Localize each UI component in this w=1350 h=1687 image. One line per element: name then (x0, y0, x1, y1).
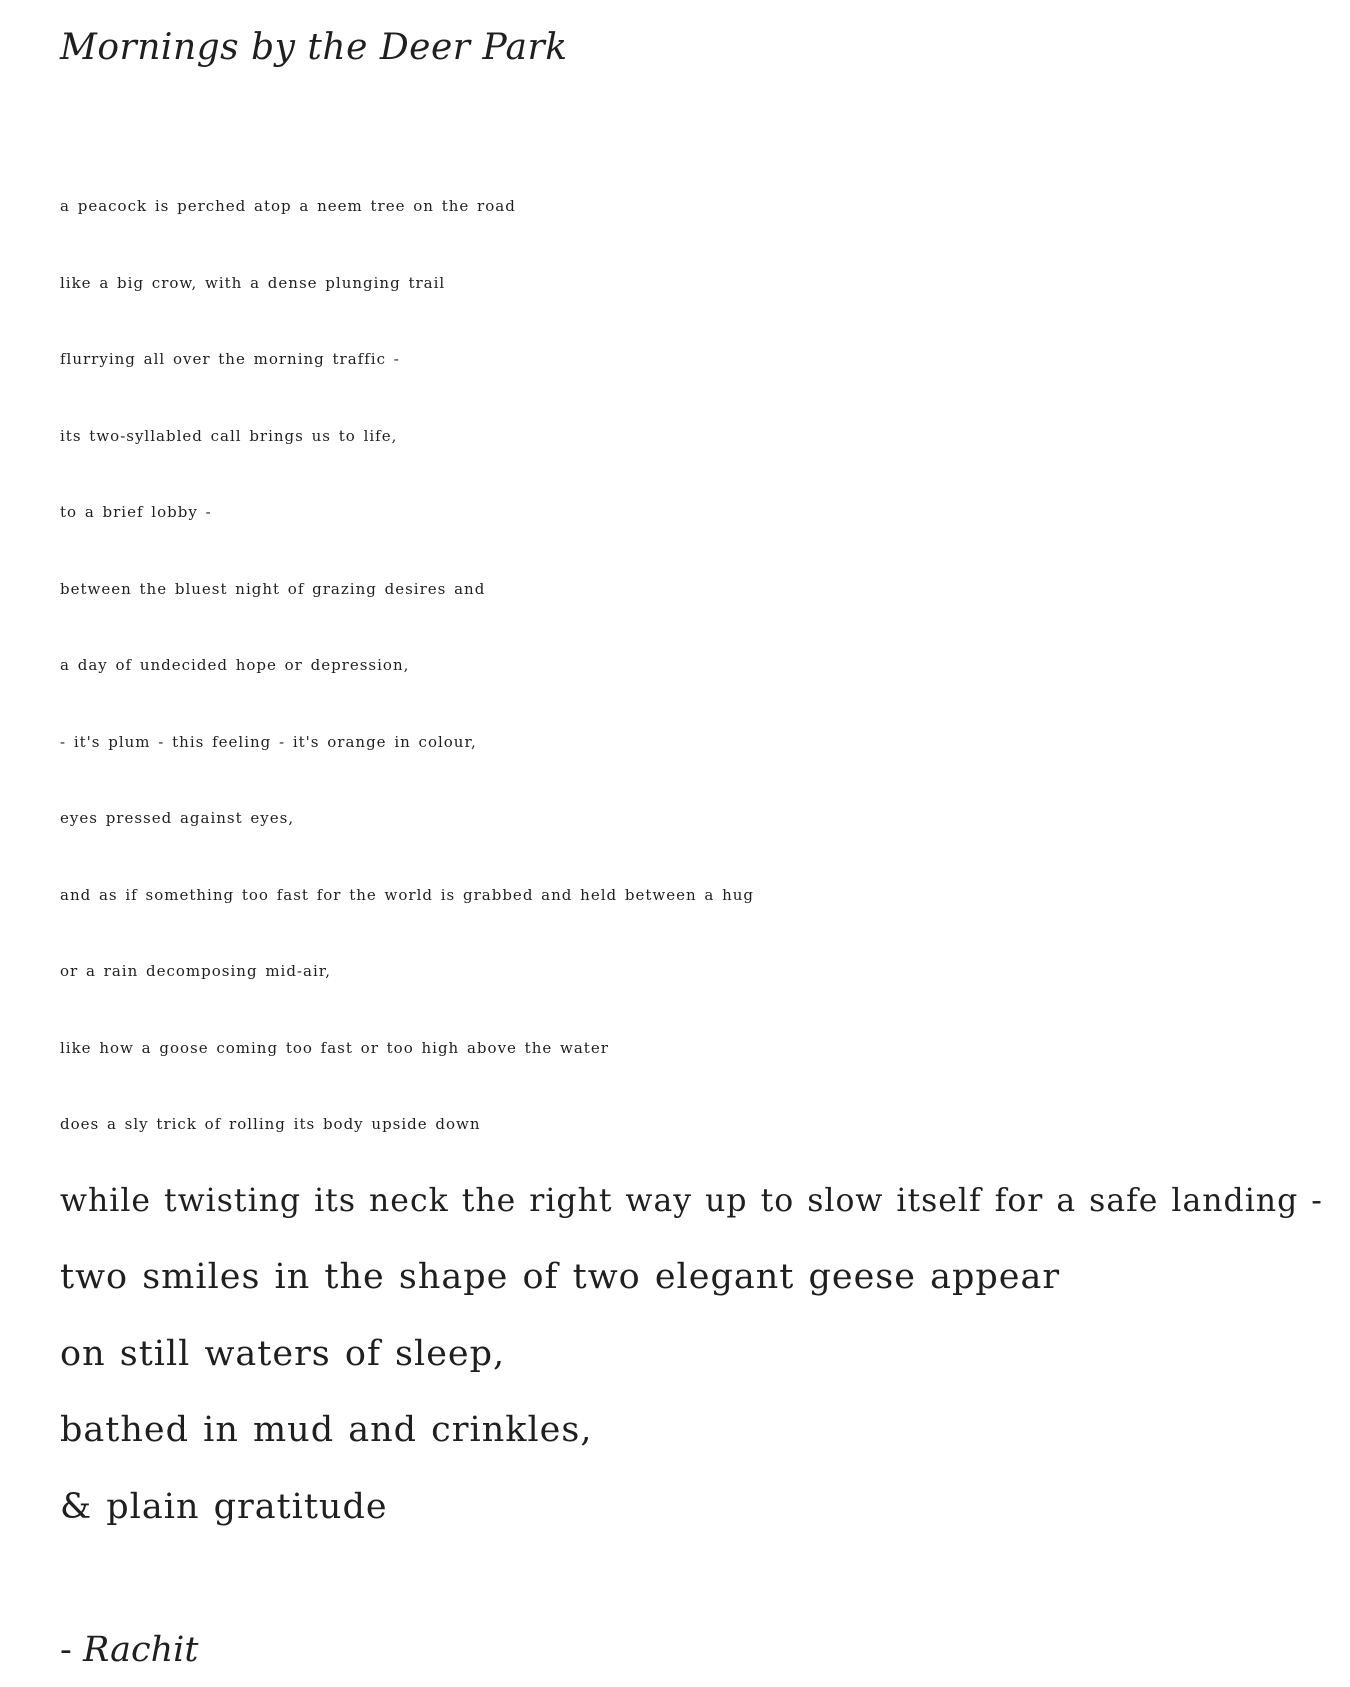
poem-line: bathed in mud and crinkles, (60, 1410, 593, 1450)
poem-line: like how a goose coming too fast or too high above the water (60, 1038, 609, 1057)
poem-body (60, 168, 1323, 1545)
author-name: Rachit (82, 1630, 199, 1670)
poem-line: and as if something too fast for the world is grabbed and held between a hug (60, 885, 755, 904)
poem-line: & plain gratitude (60, 1486, 388, 1527)
poem-line: flurrying all over the morning traffic - (60, 350, 400, 368)
poem-line: like a big crow, with a dense plunging trail (60, 273, 446, 292)
poem-line: between the bluest night of grazing desires and (60, 579, 486, 598)
poem-line: its two-syllabled call brings us to life, (60, 426, 398, 445)
poem-line: to a brief lobby - (60, 503, 212, 521)
poem-line: two smiles in the shape of two elegant geese appear (60, 1257, 1061, 1297)
poem-line: does a sly trick of rolling its body upside down (60, 1115, 481, 1133)
poem-line: on still waters of sleep, (60, 1333, 506, 1374)
poem-title: Mornings by the Deer Park (60, 27, 568, 68)
poem-line: or a rain decomposing mid-air, (60, 962, 332, 980)
poem-line: - it's plum - this feeling - it's orange in colour, (60, 732, 477, 751)
poem-line: eyes pressed against eyes, (60, 809, 295, 827)
poem-author (60, 1625, 198, 1675)
poem-line: a peacock is perched atop a neem tree on the road (60, 197, 516, 215)
poem-line: while twisting its neck the right way up to slow itself for a safe landing - (60, 1182, 1323, 1219)
poem-line: a day of undecided hope or depression, (60, 656, 410, 674)
author-dash: - (60, 1630, 83, 1670)
